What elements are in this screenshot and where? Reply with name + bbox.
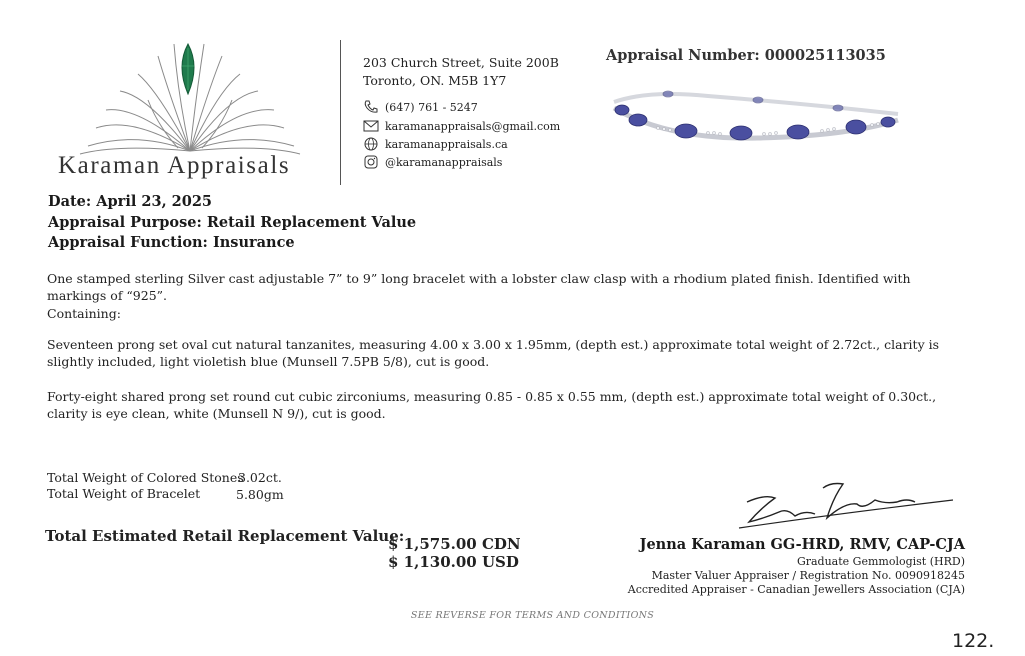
contact-instagram — [363, 155, 502, 169]
address-line-2: Toronto, ON. M5B 1Y7 — [363, 73, 507, 88]
appraisal-date: Date: April 23, 2025 — [48, 193, 213, 210]
appraiser-credential-1: Graduate Gemmologist (HRD) — [796, 555, 965, 568]
bracelet-photo — [608, 80, 908, 152]
appraiser-signature — [735, 478, 960, 534]
containing-label: Containing: — [47, 306, 121, 321]
tanzanite-description: Seventeen prong set oval cut natural tanzanites, measuring 4.00 x 3.00 x 1.95mm, (depth est.) approximate total weight of 2.72ct., clarity is slightly included, light violetish blue (Munsell 7.5PB 5/8), cut is good. — [47, 337, 940, 369]
company-logo — [78, 36, 328, 156]
phone-icon — [363, 100, 379, 114]
bracelet-weight-value: 5.80gm — [236, 487, 284, 502]
appraiser-credential-2: Master Valuer Appraiser / Registration No. 0090918245 — [651, 569, 965, 582]
address-line-1: 203 Church Street, Suite 200B — [363, 55, 559, 70]
contact-website — [363, 137, 508, 151]
colored-stones-weight-label: Total Weight of Colored Stones — [47, 470, 244, 485]
value-cad: $ 1,575.00 CDN — [388, 535, 521, 553]
instagram-icon — [363, 155, 379, 169]
instagram-text: @karamanappraisals — [385, 155, 503, 169]
header-divider — [340, 40, 341, 185]
phone-text: (647) 761 - 5247 — [385, 100, 478, 114]
appraiser-credential-3: Accredited Appraiser - Canadian Jewellers Association (CJA) — [627, 583, 965, 596]
value-usd: $ 1,130.00 USD — [388, 553, 519, 571]
website-text: karamanappraisals.ca — [385, 137, 508, 151]
total-value-label: Total Estimated Retail Replacement Value: — [45, 527, 405, 545]
cz-description: Forty-eight shared prong set round cut cubic zirconiums, measuring 0.85 - 0.85 x 0.55 mm, (depth est.) approximate total weight of 0.30ct., clarity is eye clean, white (Munsell N 9/), cut is good. — [47, 389, 937, 421]
email-text: karamanappraisals@gmail.com — [385, 119, 561, 133]
contact-email — [363, 119, 560, 133]
company-name: Karaman Appraisals — [58, 152, 291, 179]
terms-note: SEE REVERSE FOR TERMS AND CONDITIONS — [410, 610, 655, 621]
page-mark: 122. — [952, 630, 995, 652]
bracelet-weight-label: Total Weight of Bracelet — [47, 486, 201, 501]
appraisal-function: Appraisal Function: Insurance — [48, 234, 295, 251]
globe-icon — [363, 137, 379, 151]
colored-stones-weight-value: 3.02ct. — [238, 470, 282, 485]
contact-phone — [363, 100, 478, 114]
appraiser-name: Jenna Karaman GG-HRD, RMV, CAP-CJA — [639, 536, 965, 553]
email-icon — [363, 119, 379, 133]
company-address — [363, 54, 559, 90]
appraisal-purpose: Appraisal Purpose: Retail Replacement Value — [48, 214, 417, 231]
item-description: One stamped sterling Silver cast adjustable 7” to 9” long bracelet with a lobster claw clasp with a rhodium plated finish. Identified with markings of “925”. — [47, 271, 911, 303]
appraisal-number: Appraisal Number: 000025113035 — [606, 47, 886, 64]
